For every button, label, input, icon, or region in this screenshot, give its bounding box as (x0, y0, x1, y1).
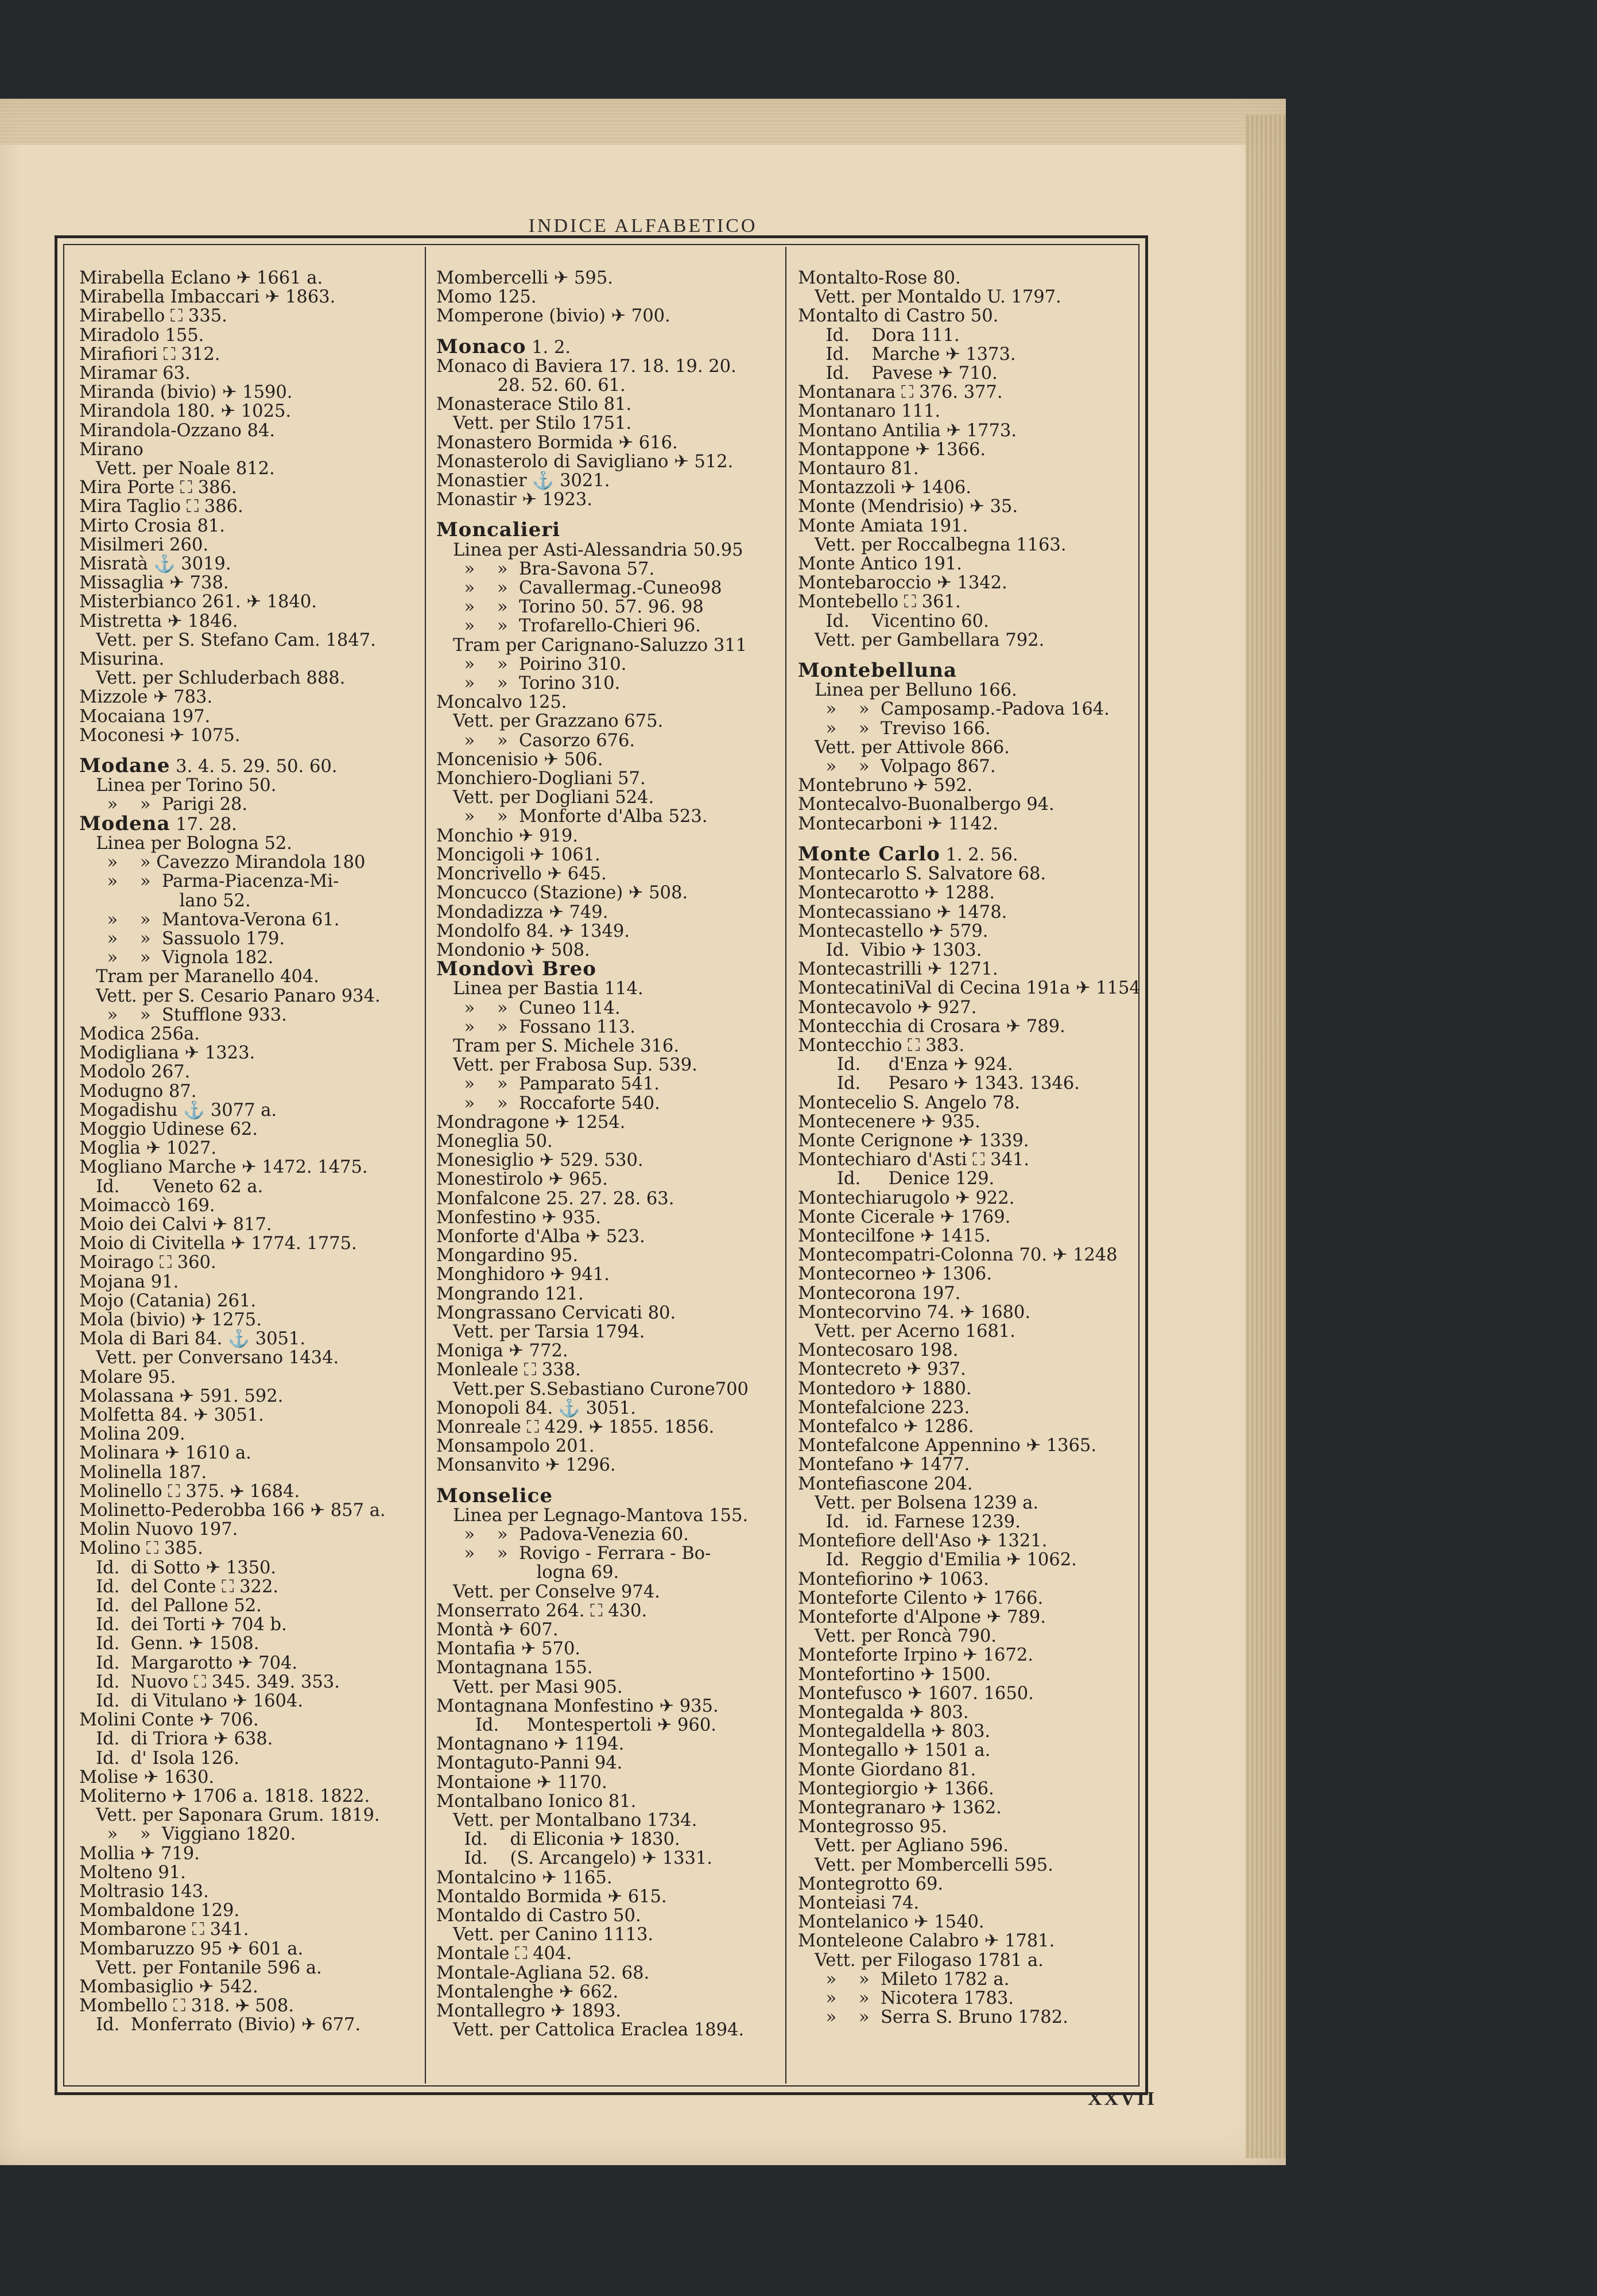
index-entry: Montegallo ✈ 1501 a. (798, 1741, 991, 1760)
index-entry: » » Casorzo 676. (436, 731, 635, 750)
index-entry: Vett. per Conselve 974. (436, 1582, 660, 1601)
entry-gap (436, 326, 792, 338)
index-entry: Linea per Torino 50. (79, 776, 277, 796)
index-entry: Montegrosso 95. (798, 1817, 947, 1837)
index-entry: Id. Pesaro ✈ 1343. 1346. (798, 1074, 1080, 1093)
index-entry: Montecreto ✈ 937. (798, 1360, 966, 1379)
index-entry: Montecchia di Crosara ✈ 789. (798, 1017, 1065, 1036)
index-entry: Montegranaro ✈ 1362. (798, 1798, 1002, 1818)
index-entry: Mirto Crosia 81. (79, 516, 225, 536)
index-entry: Molfetta 84. ✈ 3051. (79, 1405, 264, 1425)
index-entry: Montecompatri-Colonna 70. ✈ 1248 (798, 1246, 1118, 1265)
index-entry: » » Parigi 28. (79, 795, 248, 815)
index-entry: Montaguto-Panni 94. (436, 1754, 623, 1773)
index-entry: Id. Margarotto ✈ 704. (79, 1653, 298, 1673)
index-entry: Id. Genn. ✈ 1508. (79, 1634, 259, 1654)
index-entry: Missaglia ✈ 738. (79, 573, 229, 593)
index-entry: Id. di Triora ✈ 638. (79, 1729, 273, 1749)
index-entry: Montaldo di Castro 50. (436, 1906, 641, 1926)
index-entry: Molinara ✈ 1610 a. (79, 1444, 251, 1463)
index-entry: Mirano (79, 440, 144, 460)
index-entry: Montefiorino ✈ 1063. (798, 1569, 989, 1589)
index-entry: Montecarotto ✈ 1288. (798, 883, 995, 903)
index-entry: Vett. per Roncà 790. (798, 1627, 997, 1646)
index-entry: Monfestino ✈ 935. (436, 1208, 602, 1227)
index-entry: Id. Veneto 62 a. (79, 1177, 263, 1196)
index-entry: » » Stufflone 933. (79, 1005, 287, 1025)
index-entry: Vett. per Fontanile 596 a. (79, 1958, 322, 1978)
index-entry: Vett. per Gambellara 792. (798, 630, 1045, 650)
index-entry: Vett. per Noale 812. (79, 459, 275, 479)
index-entry: Miranda (bivio) ✈ 1590. (79, 383, 293, 402)
index-entry: Montecalvo-Buonalbergo 94. (798, 795, 1055, 815)
index-entry: Vett. per Montaldo U. 1797. (798, 288, 1061, 307)
index-entry: Id. Marche ✈ 1373. (798, 344, 1016, 364)
index-entry: Monastero Bormida ✈ 616. (436, 433, 678, 452)
index-entry: Mongrando 121. (436, 1284, 584, 1304)
entry-gap (436, 509, 792, 521)
index-entry: » » Torino 50. 57. 96. 98 (436, 598, 704, 617)
index-entry: Montefiascone 204. (798, 1474, 973, 1494)
index-entry: Vett. per S. Cesario Panaro 934. (79, 986, 381, 1006)
index-entry: Montalto di Castro 50. (798, 307, 999, 326)
index-entry: Mirafiori ⛶ 312. (79, 344, 220, 364)
index-entry: Monchiero-Dogliani 57. (436, 769, 646, 789)
index-entry: Monteforte Irpino ✈ 1672. (798, 1646, 1033, 1665)
index-entry: Molare 95. (79, 1367, 176, 1387)
index-entry: Mira Porte ⛶ 386. (79, 478, 237, 498)
index-entry: Vett. per Attivole 866. (798, 738, 1010, 758)
index-entry: Modica 256a. (79, 1024, 200, 1044)
index-entry: Id. d' Isola 126. (79, 1748, 239, 1768)
index-entry: Montecelio S. Angelo 78. (798, 1093, 1020, 1112)
index-entry: Id. Vicentino 60. (798, 611, 989, 631)
index-entry: Monsanvito ✈ 1296. (436, 1456, 616, 1475)
index-entry: Montalcino ✈ 1165. (436, 1868, 613, 1887)
index-entry: Montedoro ✈ 1880. (798, 1379, 972, 1398)
index-entry: » » Cavallermag.-Cuneo98 (436, 579, 722, 598)
index-entry: Montelanico ✈ 1540. (798, 1913, 984, 1932)
index-entry: » » Mantova-Verona 61. (79, 910, 340, 929)
index-entry: Id. di Vitulano ✈ 1604. (79, 1692, 304, 1711)
index-entry: Mola di Bari 84. ⚓ 3051. (79, 1329, 306, 1349)
index-entry: Monastir ✈ 1923. (436, 490, 592, 510)
index-entry: Mogliano Marche ✈ 1472. 1475. (79, 1158, 368, 1177)
index-entry: Montagnana 155. (436, 1658, 593, 1678)
index-entry: Monserrato 264. ⛶ 430. (436, 1601, 648, 1621)
index-entry: Monsampolo 201. (436, 1437, 595, 1456)
index-heading-entry: Modena 17. 28. (79, 814, 237, 834)
index-entry: Mirabella Eclano ✈ 1661 a. (79, 269, 323, 288)
index-column-1 (79, 269, 435, 2035)
entry-gap (436, 1475, 792, 1487)
index-entry: Momo 125. (436, 288, 537, 307)
index-entry: Moimaccò 169. (79, 1196, 215, 1215)
index-entry: Montegaldella ✈ 803. (798, 1722, 991, 1742)
index-entry: Vett. per Masi 905. (436, 1677, 623, 1697)
index-entry: Vett. per Tarsia 1794. (436, 1322, 645, 1342)
index-entry: Monghidoro ✈ 941. (436, 1265, 610, 1285)
index-column-3 (798, 269, 1154, 2027)
index-entry: Tram per S. Michele 316. (436, 1036, 680, 1056)
index-entry: Misterbianco 261. ✈ 1840. (79, 592, 317, 612)
index-entry: logna 69. (436, 1563, 619, 1583)
index-entry: Vett. per Cattolica Eraclea 1894. (436, 2020, 745, 2040)
index-entry: » » Rovigo - Ferrara - Bo- (436, 1544, 711, 1564)
index-entry: Vett. per Agliano 596. (798, 1836, 1009, 1856)
index-entry: Molteno 91. (79, 1863, 186, 1883)
index-entry: Misilmeri 260. (79, 535, 209, 555)
index-entry: Montazzoli ✈ 1406. (798, 478, 971, 498)
index-entry: Linea per Belluno 166. (798, 681, 1017, 700)
index-entry: Montecassiano ✈ 1478. (798, 902, 1007, 922)
index-entry: Monteforte d'Alpone ✈ 789. (798, 1608, 1046, 1627)
index-entry: Vett. per S. Stefano Cam. 1847. (79, 630, 376, 650)
index-entry: Tram per Maranello 404. (79, 967, 320, 987)
index-entry: Montefiore dell'Aso ✈ 1321. (798, 1531, 1048, 1551)
index-entry: Vett. per Bolsena 1239 a. (798, 1493, 1039, 1512)
index-entry: » » Nicotera 1783. (798, 1989, 1014, 2008)
index-entry: Mombercelli ✈ 595. (436, 269, 613, 288)
index-entry: Vett. per Canino 1113. (436, 1925, 654, 1945)
index-entry: Montalto-Rose 80. (798, 269, 961, 288)
index-entry: Misurina. (79, 650, 165, 669)
index-entry: Vett. per Saponara Grum. 1819. (79, 1806, 380, 1825)
index-entry: Vett. per Roccalbegna 1163. (798, 535, 1067, 555)
index-entry: » » Monforte d'Alba 523. (436, 807, 708, 827)
index-entry: Moncucco (Stazione) ✈ 508. (436, 883, 688, 903)
index-entry: » » Mileto 1782 a. (798, 1969, 1010, 1989)
index-entry: » » Volpago 867. (798, 757, 996, 777)
index-entry: Mondadizza ✈ 749. (436, 902, 608, 922)
index-entry: Moggio Udinese 62. (79, 1119, 258, 1139)
index-entry: Montagnana Monfestino ✈ 935. (436, 1696, 719, 1716)
index-entry: » » Camposamp.-Padova 164. (798, 700, 1110, 719)
index-entry: Montefalcone Appennino ✈ 1365. (798, 1436, 1097, 1456)
index-entry: Mola (bivio) ✈ 1275. (79, 1310, 262, 1330)
index-entry: Moliterno ✈ 1706 a. 1818. 1822. (79, 1787, 370, 1806)
index-entry: Mojana 91. (79, 1272, 179, 1292)
index-entry: Montagnano ✈ 1194. (436, 1735, 625, 1754)
index-entry: » » Serra S. Bruno 1782. (798, 2008, 1068, 2027)
index-entry: » » Sassuolo 179. (79, 929, 285, 949)
index-heading-entry: Mondovì Breo (436, 960, 596, 980)
index-entry: Moncigoli ✈ 1061. (436, 845, 600, 865)
index-entry: Id. Pavese ✈ 710. (798, 364, 998, 383)
index-entry: Linea per Asti-Alessandria 50.95 (436, 540, 743, 560)
index-entry: Id. d'Enza ✈ 924. (798, 1055, 1013, 1075)
index-entry: MontecatiniVal di Cecina 191a ✈ 1154 (798, 979, 1141, 998)
index-heading-entry: Monaco 1. 2. (436, 337, 571, 357)
index-entry: Montecilfone ✈ 1415. (798, 1226, 991, 1246)
index-entry: Vett. per Grazzano 675. (436, 712, 664, 731)
page-top-edge (0, 99, 1286, 145)
index-entry: Monleale ⛶ 338. (436, 1360, 581, 1380)
index-entry: » » Trofarello-Chieri 96. (436, 616, 701, 636)
index-entry: Mojo (Catania) 261. (79, 1291, 257, 1310)
index-entry: » » Torino 310. (436, 674, 621, 693)
index-entry: Montale-Agliana 52. 68. (436, 1963, 650, 1983)
index-entry: Id. Dora 111. (798, 325, 960, 345)
index-entry: Mongrassano Cervicati 80. (436, 1303, 676, 1322)
index-entry: Moglia ✈ 1027. (79, 1139, 217, 1158)
index-entry: Mombaruzzo 95 ✈ 601 a. (79, 1939, 304, 1958)
index-entry: Id. di Eliconia ✈ 1830. (436, 1830, 680, 1849)
index-heading-entry: Monselice (436, 1486, 553, 1506)
index-entry: Monte Cerignone ✈ 1339. (798, 1131, 1029, 1151)
index-entry: » » Treviso 166. (798, 719, 991, 738)
index-entry: Mombaldone 129. (79, 1901, 240, 1921)
index-entry: Montalbano Ionico 81. (436, 1791, 637, 1812)
index-entry: Monasterolo di Savigliano ✈ 512. (436, 452, 734, 472)
index-entry: Mocaiana 197. (79, 707, 211, 726)
index-entry: » » Fossano 113. (436, 1017, 635, 1037)
index-entry: Moneglia 50. (436, 1131, 553, 1151)
index-entry: Molina 209. (79, 1425, 185, 1444)
index-entry: Vett. per Filogaso 1781 a. (798, 1950, 1044, 1970)
index-entry: Montaione ✈ 1170. (436, 1773, 607, 1792)
index-entry: Tram per Carignano-Saluzzo 311 (436, 635, 747, 655)
index-entry: Montefano ✈ 1477. (798, 1455, 970, 1475)
index-entry: Mizzole ✈ 783. (79, 688, 213, 707)
index-entry: Mombarone ⛶ 341. (79, 1920, 249, 1940)
index-entry: Montechiaro d'Asti ⛶ 341. (798, 1150, 1030, 1170)
index-entry: Molino ⛶ 385. (79, 1539, 203, 1558)
index-entry: 28. 52. 60. 61. (436, 376, 626, 395)
index-entry: Mirandola 180. ✈ 1025. (79, 402, 292, 421)
index-entry: Montaldo Bormida ✈ 615. (436, 1887, 667, 1907)
index-entry: Molassana ✈ 591. 592. (79, 1386, 284, 1406)
index-entry: Molinello ⛶ 375. ✈ 1684. (79, 1481, 300, 1501)
index-entry: Vett. per Mombercelli 595. (798, 1855, 1053, 1875)
index-entry: Monte Cicerale ✈ 1769. (798, 1207, 1011, 1227)
page-header: INDICE ALFABETICO (528, 215, 758, 236)
index-entry: Montecastello ✈ 579. (798, 921, 989, 941)
index-entry: » » Pamparato 541. (436, 1075, 660, 1094)
index-entry: » » Roccaforte 540. (436, 1093, 660, 1113)
index-entry: Mombello ⛶ 318. ✈ 508. (79, 1996, 294, 2016)
index-entry: Montecosaro 198. (798, 1341, 959, 1360)
index-entry: Montegalda ✈ 803. (798, 1703, 969, 1723)
index-entry: Montefusco ✈ 1607. 1650. (798, 1684, 1034, 1704)
index-entry: Montefortino ✈ 1500. (798, 1665, 991, 1684)
index-entry: Monte Giordano 81. (798, 1760, 976, 1779)
index-entry: Molinella 187. (79, 1463, 207, 1482)
index-entry: Montechiarugolo ✈ 922. (798, 1188, 1015, 1208)
index-entry: Moirago ⛶ 360. (79, 1253, 216, 1273)
index-entry: Montauro 81. (798, 459, 919, 479)
index-entry: Mirandola-Ozzano 84. (79, 421, 276, 440)
index-entry: Modugno 87. (79, 1081, 197, 1101)
index-entry: Id. (S. Arcangelo) ✈ 1331. (436, 1849, 712, 1868)
index-entry: Molise ✈ 1630. (79, 1767, 215, 1787)
index-entry: Miradolo 155. (79, 325, 204, 345)
index-entry: Montecenere ✈ 935. (798, 1112, 980, 1131)
index-entry: Molin Nuovo 197. (79, 1520, 238, 1539)
index-entry: Monteleone Calabro ✈ 1781. (798, 1932, 1055, 1951)
index-entry: Montegrotto 69. (798, 1874, 944, 1894)
index-entry: Linea per Bastia 114. (436, 979, 644, 999)
index-heading-entry: Monte Carlo 1. 2. 56. (798, 844, 1018, 865)
index-entry: Linea per Bologna 52. (79, 833, 292, 854)
index-entry: Moltrasio 143. (79, 1882, 209, 1902)
index-entry: Monaco di Baviera 17. 18. 19. 20. (436, 356, 737, 377)
index-entry: Monte Amiata 191. (798, 516, 968, 536)
index-entry: Montà ✈ 607. (436, 1620, 559, 1640)
index-entry: Monteforte Cilento ✈ 1766. (798, 1588, 1044, 1608)
index-entry: Montebello ⛶ 361. (798, 592, 961, 612)
index-entry: » » Parma-Piacenza-Mi- (79, 872, 339, 891)
index-entry: Mollia ✈ 719. (79, 1844, 200, 1863)
index-entry: Mongardino 95. (436, 1246, 579, 1266)
index-entry: Id. Nuovo ⛶ 345. 349. 353. (79, 1672, 340, 1692)
index-heading-entry: Moncalieri (436, 521, 561, 541)
index-entry: Id. del Conte ⛶ 322. (79, 1577, 279, 1597)
index-entry: Monte (Mendrisio) ✈ 35. (798, 497, 1018, 517)
index-entry: Id. Reggio d'Emilia ✈ 1062. (798, 1550, 1077, 1570)
index-entry: Mogadishu ⚓ 3077 a. (79, 1100, 277, 1120)
index-entry: Vett. per Montalbano 1734. (436, 1811, 697, 1830)
index-entry: Monastier ⚓ 3021. (436, 471, 610, 491)
index-entry: Moniga ✈ 772. (436, 1341, 568, 1361)
index-entry: Mirabella Imbaccari ✈ 1863. (79, 288, 336, 307)
index-entry: Montafia ✈ 570. (436, 1639, 581, 1659)
entry-gap (79, 745, 435, 757)
index-entry: Moncrivello ✈ 645. (436, 864, 607, 884)
index-entry: Montecavolo ✈ 927. (798, 998, 977, 1017)
index-entry: Monopoli 84. ⚓ 3051. (436, 1398, 636, 1418)
index-entry: Montallegro ✈ 1893. (436, 2002, 621, 2021)
index-entry: Montecchio ⛶ 383. (798, 1035, 965, 1056)
index-entry: Monfalcone 25. 27. 28. 63. (436, 1189, 675, 1208)
index-entry: » » Cuneo 114. (436, 998, 621, 1018)
entry-gap (798, 833, 1154, 845)
index-entry: Id. del Pallone 52. (79, 1596, 262, 1616)
index-entry: Vett. per Dogliani 524. (436, 788, 654, 808)
index-entry: Monreale ⛶ 429. ✈ 1855. 1856. (436, 1417, 715, 1437)
index-entry: Moio dei Calvi ✈ 817. (79, 1215, 272, 1235)
index-column-2 (436, 269, 792, 2039)
index-entry: Moncalvo 125. (436, 693, 567, 712)
index-entry: Linea per Legnago-Mantova 155. (436, 1506, 749, 1525)
index-entry: Vett. per Acerno 1681. (798, 1321, 1015, 1341)
index-entry: Montanaro 111. (798, 402, 941, 421)
index-entry: Mondonio ✈ 508. (436, 940, 590, 960)
index-entry: Id. dei Torti ✈ 704 b. (79, 1615, 287, 1635)
index-entry: Modigliana ✈ 1323. (79, 1044, 255, 1063)
index-heading-entry: Montebelluna (798, 661, 958, 681)
index-entry: Id. id. Farnese 1239. (798, 1512, 1021, 1532)
index-entry: Id. di Sotto ✈ 1350. (79, 1558, 277, 1577)
index-entry: » » Cavezzo Mirandola 180 (79, 853, 366, 872)
index-entry: Montefalco ✈ 1286. (798, 1417, 974, 1437)
index-entry: Montecarlo S. Salvatore 68. (798, 864, 1046, 884)
index-entry: » » Viggiano 1820. (79, 1825, 296, 1844)
index-entry: lano 52. (79, 891, 251, 910)
index-entry: Vett.per S.Sebastiano Curone700 (436, 1379, 749, 1399)
index-entry: Vett. per Conversano 1434. (79, 1348, 339, 1368)
page-number: XXVII (1088, 2088, 1157, 2109)
index-entry: » » Poirino 310. (436, 654, 627, 674)
index-entry: Monestirolo ✈ 965. (436, 1170, 608, 1189)
index-entry: Montegiorgio ✈ 1366. (798, 1779, 994, 1799)
index-entry: Moconesi ✈ 1075. (79, 726, 241, 746)
index-entry: » » Bra-Savona 57. (436, 559, 655, 579)
index-entry: Vett. per Schluderbach 888. (79, 669, 346, 688)
index-entry: Momperone (bivio) ✈ 700. (436, 307, 670, 326)
index-entry: Id. Denice 129. (798, 1169, 995, 1189)
entry-gap (798, 650, 1154, 661)
index-entry: Montecastrilli ✈ 1271. (798, 960, 998, 979)
index-entry: Id. Monferrato (Bivio) ✈ 677. (79, 2015, 361, 2035)
index-entry: Montecarboni ✈ 1142. (798, 814, 998, 833)
index-entry: Montanara ⛶ 376. 377. (798, 383, 1003, 402)
index-entry: Misratà ⚓ 3019. (79, 554, 231, 574)
index-entry: » » Vignola 182. (79, 948, 274, 968)
index-entry: Montecorona 197. (798, 1283, 961, 1303)
index-heading-entry: Modane 3. 4. 5. 29. 50. 60. (79, 757, 338, 777)
index-entry: Mondragone ✈ 1254. (436, 1112, 626, 1132)
index-entry: Id. Vibio ✈ 1303. (798, 940, 982, 960)
index-entry: » » Padova-Venezia 60. (436, 1525, 689, 1545)
index-entry: Mira Taglio ⛶ 386. (79, 497, 243, 517)
index-entry: Monte Antico 191. (798, 554, 962, 574)
index-entry: Monforte d'Alba ✈ 523. (436, 1227, 645, 1247)
index-entry: Montale ⛶ 404. (436, 1944, 572, 1964)
index-entry: Monteiasi 74. (798, 1894, 920, 1913)
index-entry: Montalenghe ✈ 662. (436, 1982, 619, 2002)
index-entry: Montano Antilia ✈ 1773. (798, 421, 1017, 440)
index-entry: Monchio ✈ 919. (436, 826, 578, 846)
index-entry: Moncenisio ✈ 506. (436, 750, 603, 770)
index-entry: Montebruno ✈ 592. (798, 776, 973, 796)
index-entry: Modolo 267. (79, 1062, 191, 1082)
index-entry: Monesiglio ✈ 529. 530. (436, 1151, 644, 1170)
index-entry: Montappone ✈ 1366. (798, 440, 986, 460)
index-entry: Montecorvino 74. ✈ 1680. (798, 1302, 1031, 1322)
index-entry: Id. Montespertoli ✈ 960. (436, 1716, 716, 1735)
index-entry: Montefalcione 223. (798, 1398, 970, 1417)
index-entry: Mombasiglio ✈ 542. (79, 1977, 258, 1997)
index-entry: Montebaroccio ✈ 1342. (798, 573, 1007, 593)
index-entry: Molini Conte ✈ 706. (79, 1711, 259, 1730)
index-entry: Monasterace Stilo 81. (436, 395, 632, 414)
index-entry: Miramar 63. (79, 364, 191, 383)
index-entry: Moio di Civitella ✈ 1774. 1775. (79, 1234, 357, 1254)
index-entry: Mondolfo 84. ✈ 1349. (436, 921, 630, 941)
index-entry: Montecorneo ✈ 1306. (798, 1265, 992, 1284)
index-entry: Vett. per Stilo 1751. (436, 414, 632, 433)
index-entry: Mirabello ⛶ 335. (79, 307, 227, 326)
index-entry: Vett. per Frabosa Sup. 539. (436, 1056, 697, 1075)
index-entry: Molinetto-Pederobba 166 ✈ 857 a. (79, 1501, 386, 1521)
page-stack-edge (1246, 115, 1286, 2158)
index-entry: Mistretta ✈ 1846. (79, 611, 238, 631)
